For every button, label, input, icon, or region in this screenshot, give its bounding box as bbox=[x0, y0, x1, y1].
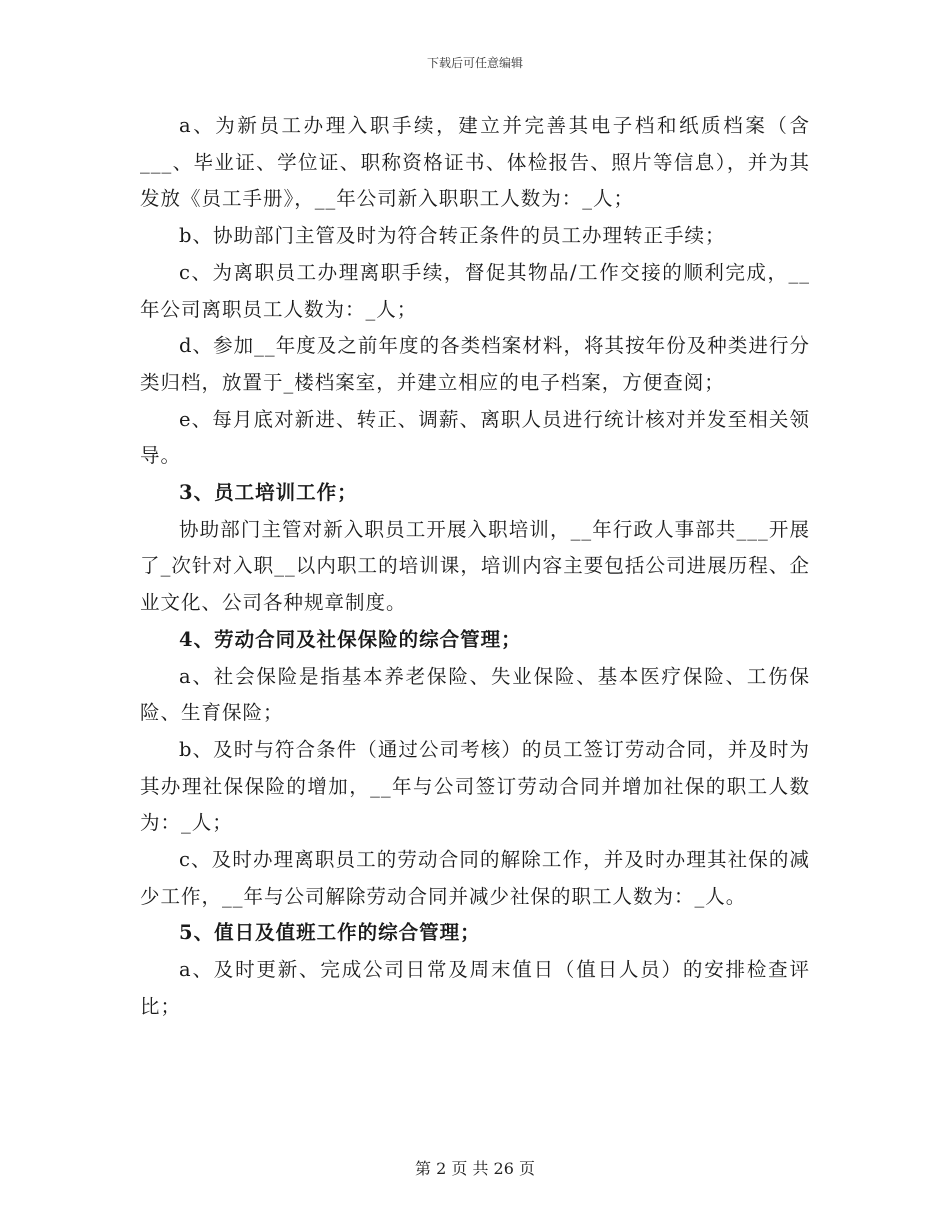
paragraph-b-contract-signing: b、及时与符合条件（通过公司考核）的员工签订劳动合同，并及时为其办理社保保险的增加，__年与公司签订劳动合同并增加社保的职工人数为：_人； bbox=[140, 737, 810, 835]
section-heading-contracts: 4、劳动合同及社保保险的综合管理； bbox=[179, 627, 522, 651]
paragraph-d-archives: d、参加__年度及之前年度的各类档案材料，将其按年份及种类进行分类归档，放置于_楼档案室，并建立相应的电子档案，方便查阅； bbox=[140, 334, 810, 394]
document-body bbox=[140, 108, 810, 1026]
paragraph-c-resignation: c、为离职员工办理离职手续，督促其物品/工作交接的顺利完成，__年公司离职员工人数为：_人； bbox=[140, 260, 810, 321]
paragraph-a-insurance: a、社会保险是指基本养老保险、失业保险、基本医疗保险、工伤保险、生育保险； bbox=[140, 664, 810, 725]
paragraph-c-contract-termination: c、及时办理离职员工的劳动合同的解除工作，并及时办理其社保的减少工作，__年与公司解除劳动合同并减少社保的职工人数为：_人。 bbox=[140, 848, 810, 908]
section-heading-training: 3、员工培训工作； bbox=[179, 481, 358, 505]
paragraph-training: 协助部门主管对新入职员工开展入职培训，__年行政人事部共___开展了_次针对入职__以内职工的培训课，培训内容主要包括公司进展历程、企业文化、公司各种规章制度。 bbox=[140, 517, 810, 615]
page-header: 下载后可任意编辑 bbox=[426, 56, 523, 70]
section-heading-duty: 5、值日及值班工作的综合管理； bbox=[179, 921, 481, 945]
paragraph-e-statistics: e、每月底对新进、转正、调薪、离职人员进行统计核对并发至相关领导。 bbox=[140, 407, 810, 468]
paragraph-a-duty-schedule: a、及时更新、完成公司日常及周末值日（值日人员）的安排检查评比； bbox=[140, 958, 810, 1018]
page-number: 第 2 页 共 26 页 bbox=[415, 1159, 535, 1178]
paragraph-a-onboarding: a、为新员工办理入职手续，建立并完善其电子档和纸质档案（含___、毕业证、学位证、职称资格证书、体检报告、照片等信息），并为其发放《员工手册》，__年公司新入职职工人数为：_人； bbox=[140, 114, 810, 211]
paragraph-b-probation: b、协助部门主管及时为符合转正条件的员工办理转正手续； bbox=[179, 224, 726, 248]
